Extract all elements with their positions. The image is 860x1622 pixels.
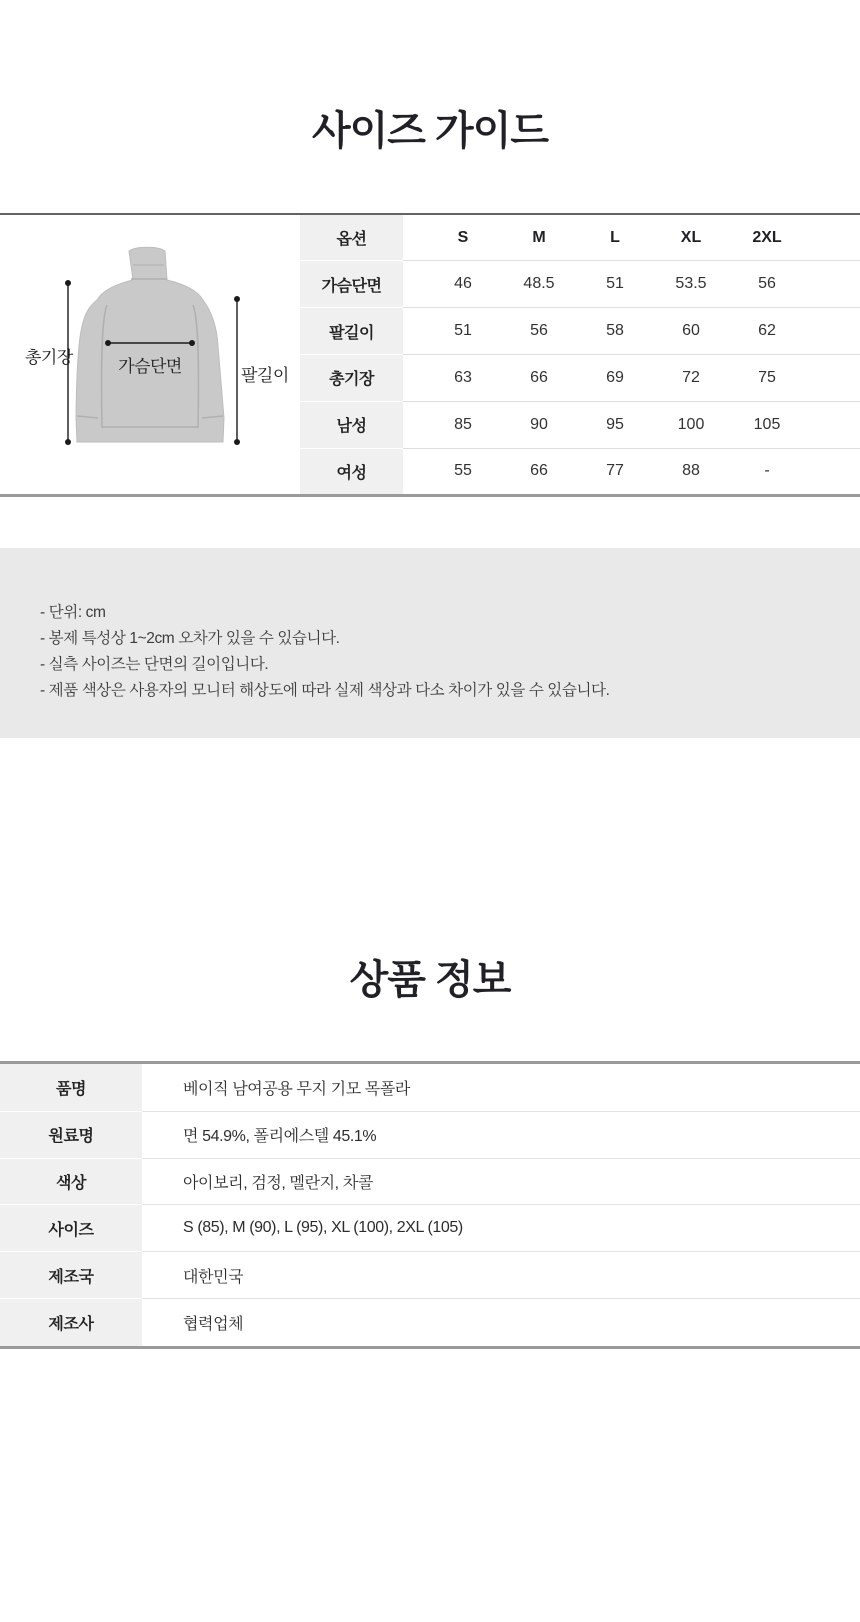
size-cell: 51 <box>577 261 653 308</box>
spacer-cell <box>805 261 860 308</box>
size-column-header: 2XL <box>729 215 805 261</box>
product-field-label: 제조국 <box>0 1252 142 1299</box>
size-column-header: XL <box>653 215 729 261</box>
size-cell: 95 <box>577 401 653 448</box>
size-cell: 58 <box>577 308 653 355</box>
size-cell: 53.5 <box>653 261 729 308</box>
product-info-row <box>0 1063 860 1112</box>
size-table-row <box>300 261 860 308</box>
spacer-cell <box>403 215 425 261</box>
product-info-row <box>0 1111 860 1158</box>
size-cell: 66 <box>501 354 577 401</box>
product-info-row <box>0 1158 860 1205</box>
size-table-header-row <box>300 215 860 261</box>
size-cell: 62 <box>729 308 805 355</box>
size-column-header: L <box>577 215 653 261</box>
size-column-header: S <box>425 215 501 261</box>
note-line: - 단위: cm <box>40 604 106 621</box>
spacer-cell <box>805 354 860 401</box>
sweater-measurement-figure <box>0 215 300 494</box>
product-field-value: S (85), M (90), L (95), XL (100), 2XL (105) <box>142 1205 860 1252</box>
product-info-row <box>0 1252 860 1299</box>
product-info-row <box>0 1299 860 1348</box>
size-cell: 90 <box>501 401 577 448</box>
product-info-row <box>0 1205 860 1252</box>
size-table <box>300 215 860 494</box>
note-line: - 실측 사이즈는 단면의 길이입니다. <box>40 656 269 673</box>
product-field-label: 사이즈 <box>0 1205 142 1252</box>
size-guide-title: 사이즈 가이드 <box>312 109 548 153</box>
size-cell: 56 <box>501 308 577 355</box>
size-table-row <box>300 308 860 355</box>
size-row-label: 여성 <box>300 448 403 494</box>
product-info-title: 상품 정보 <box>349 958 511 1002</box>
size-cell: 77 <box>606 462 624 480</box>
size-cell: 72 <box>653 354 729 401</box>
size-cell: 69 <box>577 354 653 401</box>
product-field-value: 아이보리, 검정, 멜란지, 차콜 <box>142 1158 860 1205</box>
size-cell: 100 <box>653 401 729 448</box>
spacer-cell <box>805 308 860 355</box>
product-field-label: 색상 <box>0 1158 142 1205</box>
size-row-label: 가슴단면 <box>300 261 403 308</box>
spacer-cell <box>403 354 425 401</box>
size-table-option-header: 옵션 <box>300 215 403 261</box>
size-cell: 63 <box>425 354 501 401</box>
spacer-cell <box>805 448 860 494</box>
size-row-label: 남성 <box>300 401 403 448</box>
size-cell: 75 <box>729 354 805 401</box>
product-field-value: 협력업체 <box>183 1316 244 1334</box>
spacer-cell <box>403 401 425 448</box>
size-table-row <box>300 354 860 401</box>
total-length-label: 총기장 <box>25 348 73 367</box>
size-row-label: 총기장 <box>300 354 403 401</box>
size-table-row <box>300 401 860 448</box>
product-field-label: 품명 <box>0 1063 142 1112</box>
product-field-value: 베이직 남여공용 무지 기모 목폴라 <box>142 1063 860 1112</box>
size-cell: 88 <box>682 462 700 480</box>
size-table-row <box>300 448 860 494</box>
spacer-cell <box>805 401 860 448</box>
sleeve-length-label: 팔길이 <box>241 366 289 385</box>
size-cell: 51 <box>425 308 501 355</box>
size-row-label: 팔길이 <box>300 308 403 355</box>
size-guide-section <box>0 213 860 497</box>
size-column-header: M <box>501 215 577 261</box>
size-cell: 85 <box>425 401 501 448</box>
note-line: - 봉제 특성상 1~2cm 오차가 있을 수 있습니다. <box>40 630 340 647</box>
size-cell: 46 <box>425 261 501 308</box>
size-cell: 55 <box>454 462 472 480</box>
product-field-label: 원료명 <box>0 1111 142 1158</box>
spacer-cell <box>403 308 425 355</box>
product-info-table <box>0 1061 860 1349</box>
size-guide-notes <box>0 548 860 738</box>
product-field-value: 대한민국 <box>142 1252 860 1299</box>
size-cell: - <box>764 462 770 480</box>
spacer-cell <box>403 261 425 308</box>
product-field-label: 제조사 <box>0 1299 142 1348</box>
spacer-cell <box>805 215 860 261</box>
product-field-value: 면 54.9%, 폴리에스텔 45.1% <box>142 1111 860 1158</box>
spacer-cell <box>403 448 425 494</box>
size-cell: 56 <box>729 261 805 308</box>
chest-width-label: 가슴단면 <box>118 357 182 376</box>
note-line: - 제품 색상은 사용자의 모니터 해상도에 따라 실제 색상과 다소 차이가 있을 수 있습니다. <box>40 682 610 699</box>
size-cell: 60 <box>653 308 729 355</box>
size-cell: 66 <box>530 462 548 480</box>
size-cell: 105 <box>729 401 805 448</box>
size-cell: 48.5 <box>501 261 577 308</box>
